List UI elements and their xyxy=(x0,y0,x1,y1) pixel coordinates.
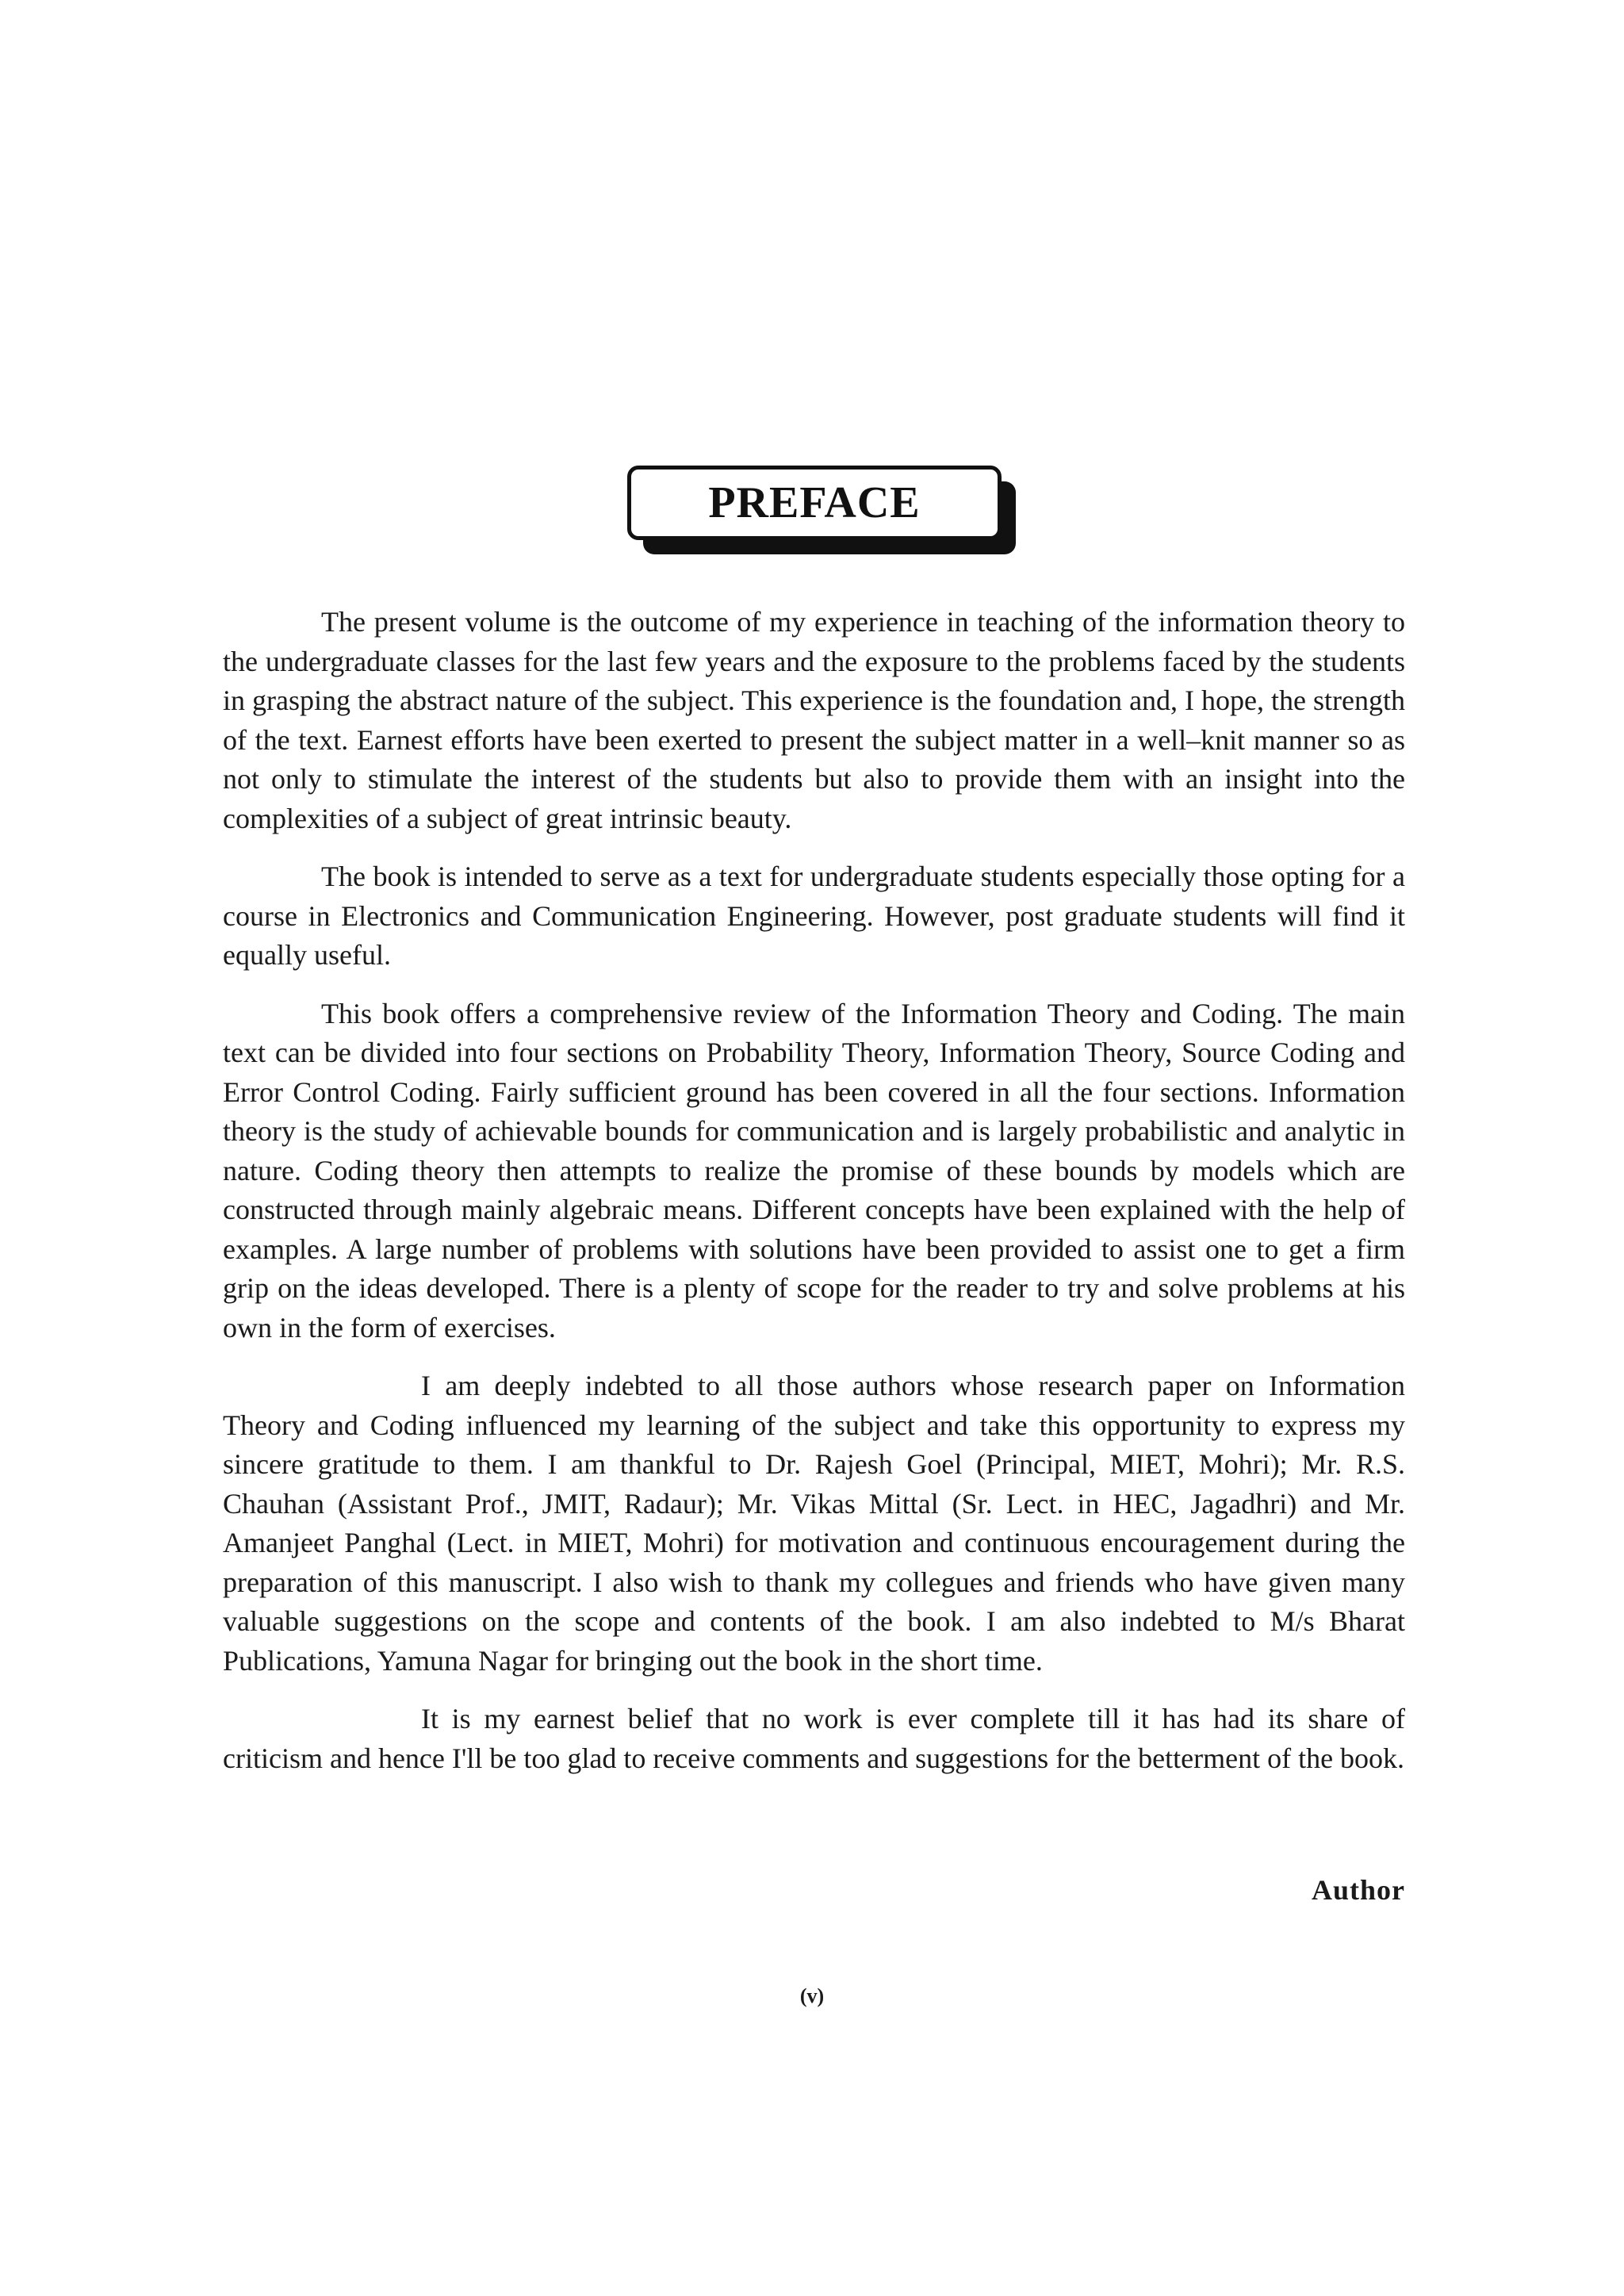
page-number: (v) xyxy=(799,1984,825,2007)
author-signature: Author xyxy=(1311,1874,1405,1906)
paragraph-2: The book is intended to serve as a text for undergraduate students especially those opting for a course in Electronics and Communication Engineering. However, post graduate students will find it equally useful. xyxy=(223,861,1405,971)
paragraph-4: I am deeply indebted to all those authors whose research paper on Information Theory and Coding influenced my learning of the subject and take this opportunity to express my sincere gratitude to them. I am thankful to Dr. Rajesh Goel (Principal, MIET, Mohri); Mr. R.S. Chauhan (Assistant Prof., JMIT, Radaur); Mr. Vikas Mittal (Sr. Lect. in HEC, Jagadhri) and Mr. Amanjeet Panghal (Lect. in MIET, Mohri) for motivation and continuous encouragement during the preparation of this manuscript. I also wish to thank my collegues and friends who have given many valuable suggestions on the scope and contents of the book. I am also indebted to M/s Bharat Publications, Yamuna Nagar for bringing out the book in the short time. xyxy=(223,1370,1405,1677)
paragraph-1: The present volume is the outcome of my experience in teaching of the information theory to the undergraduate classes for the last few years and the exposure to the problems faced by the students in grasping the abstract nature of the subject. This experience is the foundation and, I hope, the strength of the text. Earnest efforts have been exerted to present the subject matter in a well–knit manner so as not only to stimulate the interest of the students but also to provide them with an insight into the complexities of a subject of great intrinsic beauty. xyxy=(223,606,1405,834)
page-title: PREFACE xyxy=(708,478,921,527)
preface-heading-box xyxy=(627,466,1000,554)
preface-body xyxy=(223,603,1405,1797)
heading-box-frame xyxy=(627,466,1002,540)
paragraph-5: It is my earnest belief that no work is ever complete till it has had its share of criticism and hence I'll be too glad to receive comments and suggestions for the betterment of the book. xyxy=(223,1703,1405,1774)
paragraph-3: This book offers a comprehensive review of the Information Theory and Coding. The main text can be divided into four sections on Probability Theory, Information Theory, Source Coding and Error Control Coding. Fairly sufficient ground has been covered in all the four sections. Information theory is the study of achievable bounds for communication and is largely probabilistic and analytic in nature. Coding theory then attempts to realize the promise of these bounds by models which are constructed through mainly algebraic means. Different concepts have been explained with the help of examples. A large number of problems with solutions have been provided to assist one to get a firm grip on the ideas developed. There is a plenty of scope for the reader to try and solve problems at his own in the form of exercises. xyxy=(223,997,1405,1343)
